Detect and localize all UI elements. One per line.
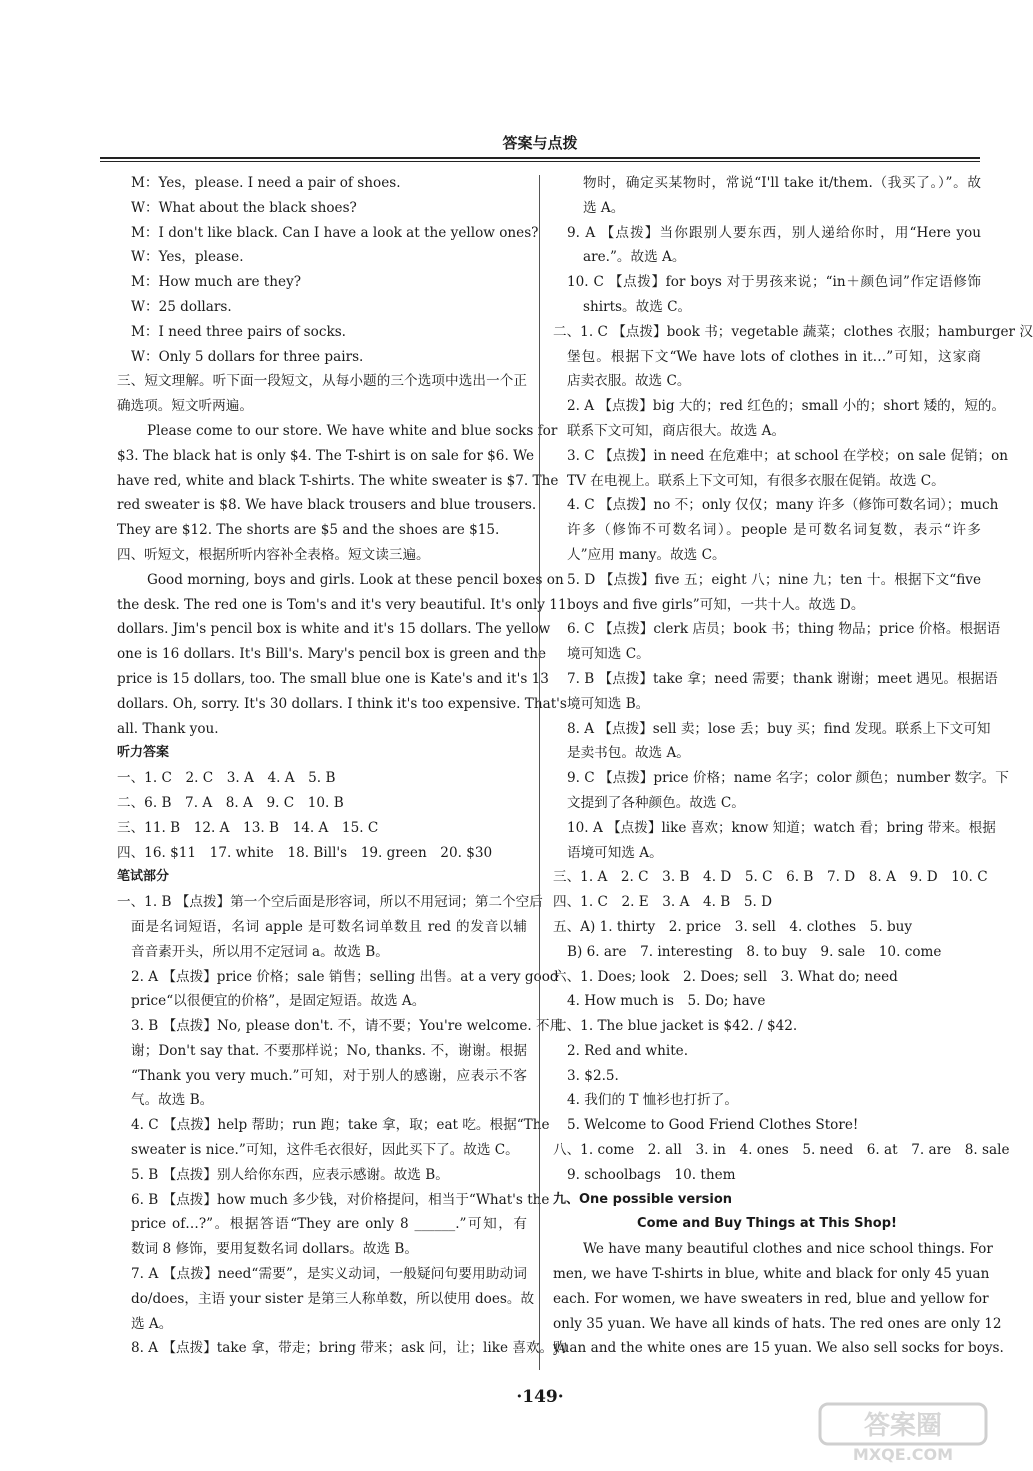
right-column [553, 171, 1033, 1361]
text-line: 5. D 【点拨】five 五；eight 八；nine 九；ten 十。根据下文“five [567, 571, 981, 588]
text-line: 境可知选 B。 [567, 695, 650, 712]
text-line: yuan and the white ones are 15 yuan. We also sell socks for boys. [553, 1340, 1004, 1357]
text-line: Please come to our store. We have white and blue socks for [147, 422, 558, 439]
text-line: M：Yes，please. I need a pair of shoes. [131, 175, 401, 191]
text-line: $3. The black hat is only $4. The T-shirt is on sale for $6. We [117, 447, 535, 464]
text-line: men, we have T-shirts in blue, white and black for only 45 yuan [553, 1266, 990, 1283]
watermark-logo [818, 1402, 988, 1464]
text-line: do/does，主语 your sister 是第三人称单数，所以使用 does。故 [131, 1290, 535, 1307]
header-rule [100, 157, 980, 159]
text-line: 4. 我们的 T 恤衫也打折了。 [567, 1092, 738, 1109]
text-line: 8. A 【点拨】take 拿，带走；bring 带来；ask 问，让；like 喜欢。购 [131, 1340, 567, 1357]
header-rule-thin [100, 161, 980, 162]
text-line: 三、1. A 2. C 3. B 4. D 5. C 6. B 7. D 8. A 9. D 10. C [553, 869, 988, 886]
text-line: 四、16. $11 17. white 18. Bill's 19. green 20. $30 [117, 844, 493, 861]
text-line: 9. A 【点拨】当你跟别人要东西，别人递给你时，用“Here you [567, 224, 981, 241]
text-line: 9. schoolbags 10. them [567, 1166, 736, 1183]
text-line: M：How much are they? [131, 274, 302, 291]
text-line: 5. B 【点拨】别人给你东西，应表示感谢。故选 B。 [131, 1166, 449, 1183]
text-line: 二、6. B 7. A 8. A 9. C 10. B [117, 794, 344, 811]
text-line: “Thank you very much.”可知，对于别人的感谢，应表示不客 [131, 1067, 527, 1084]
text-line: 是卖书包。故选 A。 [567, 745, 690, 762]
text-line: 面是名词短语，名词 apple 是可数名词单数且 red 的发音以辅 [131, 918, 527, 935]
text-line: sweater is nice.”可知，这件毛衣很好，因此买下了。故选 C。 [131, 1142, 519, 1159]
text-line: 五、A) 1. thirty 2. price 3. sell 4. clothes 5. buy [553, 918, 913, 935]
text-line: W：Only 5 dollars for three pairs. [131, 348, 364, 365]
text-line: 3. $2.5. [567, 1067, 619, 1084]
text-line: 选 A。 [583, 199, 625, 216]
text-line: 笔试部分 [117, 869, 170, 885]
text-line: 选 A。 [131, 1315, 173, 1332]
text-line: 4. How much is 5. Do; have [567, 993, 766, 1010]
text-line: 九、One possible version [553, 1191, 733, 1207]
text-line: 7. A 【点拨】need“需要”，是实义动词，一般疑问句要用助动词 [131, 1266, 527, 1283]
watermark-line2: MXQE.COM [852, 1445, 954, 1464]
text-line: 七、1. The blue jacket is $42. / $42. [553, 1018, 798, 1035]
text-line: Come and Buy Things at This Shop! [637, 1216, 897, 1232]
page-header: 答案与点拨 [502, 134, 578, 152]
text-line: 确选项。短文听两遍。 [117, 398, 253, 415]
text-line: 谢；Don't say that. 不要那样说；No, thanks. 不，谢谢。根据 [131, 1042, 527, 1059]
text-line: 三、短文理解。听下面一段短文，从每小题的三个选项中选出一个正 [117, 373, 527, 390]
text-line: 2. A 【点拨】big 大的；red 红色的；small 小的；short 矮的，短的。 [567, 398, 1006, 415]
text-line: 数词 8 修饰，要用复数名词 dollars。故选 B。 [131, 1241, 418, 1258]
text-line: 店卖衣服。故选 C。 [567, 373, 691, 390]
text-line: They are $12. The shorts are $5 and the shoes are $15. [117, 522, 500, 539]
text-line: the desk. The red one is Tom's and it's very beautiful. It's only 11 [117, 596, 567, 613]
text-line: W：25 dollars. [131, 298, 232, 315]
text-line: 3. B 【点拨】No, please don't. 不，请不要；You're welcome. 不用 [131, 1018, 564, 1035]
text-line: one is 16 dollars. It's Bill's. Mary's pencil box is green and the [117, 646, 547, 663]
text-line: 文提到了各种颜色。故选 C。 [567, 794, 745, 811]
text-line: Good morning, boys and girls. Look at these pencil boxes on [147, 571, 564, 588]
watermark-line1: 答案圈 [863, 1411, 943, 1441]
text-line: 一、1. B 【点拨】第一个空后面是形容词，所以不用冠词；第二个空后 [117, 894, 543, 911]
text-line: B) 6. are 7. interesting 8. to buy 9. sale 10. come [567, 943, 942, 960]
text-line: W：Yes，please. [131, 249, 244, 266]
text-line: 5. Welcome to Good Friend Clothes Store! [567, 1117, 859, 1134]
text-line: 6. C 【点拨】clerk 店员；book 书；thing 物品；price 价格。根据语 [567, 621, 1001, 638]
text-line: 7. B 【点拨】take 拿；need 需要；thank 谢谢；meet 遇见。根据语 [567, 670, 998, 687]
text-line: 三、11. B 12. A 13. B 14. A 15. C [117, 819, 379, 836]
text-line: boys and five girls”可知，一共十人。故选 D。 [567, 596, 865, 613]
text-line: 听力答案 [117, 745, 170, 761]
text-line: 境可知选 C。 [567, 646, 650, 663]
text-line: 2. A 【点拨】price 价格；sale 销售；selling 出售。at a very good [131, 968, 559, 985]
text-line: 堡包。根据下文“We have lots of clothes in it…”可知，这家商 [567, 348, 981, 365]
text-line: M：I need three pairs of socks. [131, 323, 346, 340]
text-line: 3. C 【点拨】in need 在危难中；at school 在学校；on sale 促销；on [567, 447, 1009, 464]
text-line: 2. Red and white. [567, 1042, 689, 1059]
text-line: W：What about the black shoes? [131, 199, 357, 216]
text-line: have red, white and black T-shirts. The white sweater is $7. The [117, 472, 559, 489]
text-line: 6. B 【点拨】how much 多少钱，对价格提问，相当于“What's the [131, 1191, 550, 1208]
text-line: 音音素开头，所以用不定冠词 a。故选 B。 [131, 943, 389, 960]
text-line: 一、1. C 2. C 3. A 4. A 5. B [117, 770, 336, 787]
text-line: 10. C 【点拨】for boys 对于男孩来说；“in＋颜色词”作定语修饰 [567, 274, 981, 291]
text-line: 六、1. Does; look 2. Does; sell 3. What do; need [553, 968, 898, 985]
column-divider [539, 175, 540, 1370]
text-line: 语境可知选 A。 [567, 844, 663, 861]
text-line: 联系下文可知，商店很大。故选 A。 [567, 422, 786, 439]
text-line: 9. C 【点拨】price 价格；name 名字；color 颜色；number 数字。下 [567, 770, 1009, 787]
text-line: M：I don't like black. Can I have a look at the yellow ones? [131, 224, 539, 241]
text-line: are.”。故选 A。 [583, 249, 686, 266]
text-line: 四、1. C 2. E 3. A 4. B 5. D [553, 894, 773, 911]
text-line: price is 15 dollars, too. The small blue one is Kate's and it's 13 [117, 670, 549, 687]
text-line: 4. C 【点拨】no 不；only 仅仅；many 许多（修饰可数名词）；much [567, 497, 999, 514]
text-line: 4. C 【点拨】help 帮助；run 跑；take 拿，取；eat 吃。根据“The [131, 1117, 550, 1134]
text-line: dollars. Oh, sorry. It's 30 dollars. I think it's too expensive. That's [117, 695, 567, 712]
text-line: 许多（修饰不可数名词）。people 是可数名词复数，表示“许多 [567, 522, 981, 539]
text-line: We have many beautiful clothes and nice school things. For [583, 1241, 993, 1258]
text-line: TV 在电视上。联系上下文可知，有很多衣服在促销。故选 C。 [567, 472, 945, 489]
text-line: 气。故选 B。 [131, 1092, 214, 1109]
text-line: 物时，确定买某物时，常说“I'll take it/them.（我买了。）”。故 [583, 175, 981, 191]
text-line: 10. A 【点拨】like 喜欢；know 知道；watch 看；bring 带来。根据 [567, 819, 996, 836]
page-number: ·149· [516, 1387, 564, 1407]
text-line: 8. A 【点拨】sell 卖；lose 丢；buy 买；find 发现。联系上下文可知 [567, 720, 991, 737]
text-line: all. Thank you. [117, 720, 219, 737]
text-line: dollars. Jim's pencil box is white and it's 15 dollars. The yellow [117, 621, 551, 638]
text-line: only 35 yuan. We have all kinds of hats. The red ones are only 12 [553, 1315, 1002, 1332]
text-line: 四、听短文，根据所听内容补全表格。短文读三遍。 [117, 546, 430, 563]
text-line: each. For women, we have sweaters in red, blue and yellow for [553, 1290, 989, 1307]
text-line: 八、1. come 2. all 3. in 4. ones 5. need 6. at 7. are 8. sale [553, 1142, 1010, 1159]
text-line: shirts。故选 C。 [583, 298, 692, 315]
text-line: price of…?”。根据答语“They are only 8 ______.”可知，有 [131, 1216, 527, 1233]
text-line: red sweater is $8. We have black trousers and blue trousers. [117, 497, 537, 514]
text-line: 二、1. C 【点拨】book 书；vegetable 蔬菜；clothes 衣服；hamburger 汉 [553, 323, 1033, 340]
text-line: 人”应用 many。故选 C。 [567, 546, 726, 563]
text-line: price“以很便宜的价格”，是固定短语。故选 A。 [131, 993, 426, 1010]
left-column [117, 171, 567, 1361]
